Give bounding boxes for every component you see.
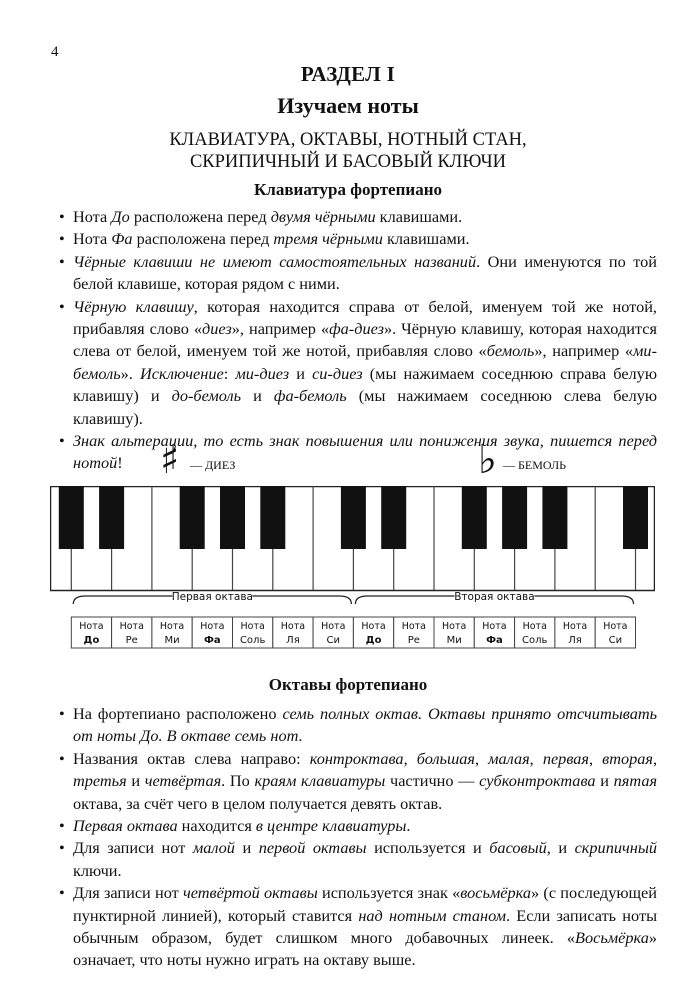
octave-label: Первая октава bbox=[171, 591, 253, 603]
bullet-item: • Знак альтерации, то есть знак повышения или понижения звука, пишется перед нотой! bbox=[59, 431, 657, 473]
note-prefix: Нота bbox=[119, 621, 144, 632]
note-name: Си bbox=[608, 635, 623, 646]
bullet-icon: • bbox=[59, 296, 65, 316]
black-key bbox=[260, 486, 285, 549]
octave-label: Вторая октава bbox=[454, 591, 535, 603]
note-name: Ми bbox=[164, 635, 180, 646]
black-key bbox=[542, 486, 567, 549]
note-name: Ре bbox=[407, 635, 420, 646]
note-name: Си bbox=[326, 635, 340, 646]
bullet-icon: • bbox=[59, 431, 65, 451]
black-key bbox=[502, 486, 527, 549]
note-prefix: Нота bbox=[361, 621, 386, 632]
subtitle bbox=[0, 129, 696, 173]
note-prefix: Нота bbox=[280, 621, 306, 632]
note-name: Соль bbox=[522, 635, 548, 646]
bullet-item: • Для записи нот четвёртой октавы используется знак «восьмёрка» (с последующей пунктирной линией), который ставится над нотным станом. Если записать ноты обычным образом, будет слишком много добавочных линеек. «Восьмёрка» означает, что ноты нужно играть на октаву выше. bbox=[59, 883, 658, 970]
bullet-item: • Первая октава находится в центре клавиатуры. bbox=[55, 815, 657, 837]
black-key bbox=[341, 486, 366, 549]
note-name: Ля bbox=[286, 635, 300, 646]
page-title: Изучаем ноты bbox=[277, 93, 419, 118]
black-key bbox=[381, 486, 406, 549]
note-name: До bbox=[83, 635, 100, 646]
black-key bbox=[220, 486, 245, 549]
bullet-icon: • bbox=[59, 838, 65, 858]
note-prefix: Нота bbox=[321, 621, 346, 632]
note-name: Соль bbox=[239, 635, 266, 646]
bullet-icon: • bbox=[59, 704, 65, 723]
black-key bbox=[99, 486, 124, 549]
note-name: Ре bbox=[125, 635, 138, 646]
section-octaves-title: Октавы фортепиано bbox=[268, 675, 428, 694]
bullet-icon: • bbox=[59, 229, 65, 249]
note-prefix: Нота bbox=[200, 621, 225, 632]
note-name: Фа bbox=[486, 635, 503, 646]
note-prefix: Нота bbox=[603, 621, 628, 632]
flat-label: — БЕМОЛЬ bbox=[503, 458, 566, 472]
note-prefix: Нота bbox=[159, 621, 185, 632]
bullet-icon: • bbox=[59, 251, 65, 271]
bullet-icon: • bbox=[59, 816, 65, 836]
page-number: 4 bbox=[51, 44, 59, 60]
note-name: Фа bbox=[204, 635, 221, 646]
bullet-item: • На фортепиано расположено семь полных октав. Октавы принято отсчитывать от ноты До. В октаве семь нот. bbox=[59, 704, 657, 746]
bullet-icon: • bbox=[59, 207, 65, 226]
black-key bbox=[623, 486, 648, 549]
note-name: До bbox=[365, 635, 382, 646]
bullet-item: • Нота Фа расположена перед тремя чёрными клавишами. bbox=[55, 228, 657, 250]
note-prefix: Нота bbox=[240, 621, 265, 632]
bullet-icon: • bbox=[59, 883, 65, 903]
black-key bbox=[59, 486, 84, 549]
note-prefix: Нота bbox=[522, 621, 547, 632]
bullet-item: • Для записи нот малой и первой октавы используется и басовый, и скрипичный ключи. bbox=[59, 838, 657, 880]
bullet-item: • Названия октав слева направо: контроктава, большая, малая, первая, вторая, третья и четвёртая. По краям клавиатуры частично — субконтроктава и пятая октава, за счёт чего в целом получается девять октав. bbox=[59, 748, 658, 813]
bullet-item: • Нота До расположена перед двумя чёрными клавишами. bbox=[55, 206, 657, 228]
keyboard-bullets bbox=[55, 206, 657, 475]
note-prefix: Нота bbox=[441, 621, 467, 632]
black-key bbox=[180, 486, 205, 549]
note-name: Ми bbox=[446, 635, 462, 646]
flat-symbol: ♭ bbox=[478, 437, 497, 483]
piano-keyboard-diagram bbox=[50, 486, 655, 650]
sharp-label: — ДИЕЗ bbox=[190, 458, 236, 472]
subtitle-line-1: КЛАВИАТУРА, ОКТАВЫ, НОТНЫЙ СТАН, bbox=[169, 130, 527, 150]
note-prefix: Нота bbox=[401, 621, 427, 632]
sharp-symbol: ♯ bbox=[160, 437, 180, 483]
note-name: Ля bbox=[568, 635, 582, 646]
bullet-item: • Чёрную клавишу, которая находится справа от белой, именуем той же нотой, прибавляя слово «диез», например «фа-диез». Чёрную клавишу, которая находится слева от белой, именуем той же нотой, прибавляя слово «бемоль», например «ми-бемоль». Исключение: ми-диез и си-диез (мы нажимаем соседнюю справа белую клавишу) и до-бемоль и фа-бемоль (мы нажимаем соседнюю слева белую клавишу). bbox=[59, 296, 658, 428]
subtitle-line-2: СКРИПИЧНЫЙ И БАСОВЫЙ КЛЮЧИ bbox=[189, 152, 507, 172]
section-heading: РАЗДЕЛ I bbox=[300, 62, 396, 86]
section-keyboard-title: Клавиатура фортепиано bbox=[253, 180, 442, 199]
note-prefix: Нота bbox=[562, 621, 588, 632]
note-prefix: Нота bbox=[482, 621, 507, 632]
note-prefix: Нота bbox=[79, 621, 104, 632]
black-key bbox=[462, 486, 487, 549]
octaves-bullets bbox=[55, 703, 657, 972]
bullet-icon: • bbox=[59, 748, 65, 768]
bullet-item: • Чёрные клавиши не имеют самостоятельных названий. Они именуются по той белой клавише, которая рядом с ними. bbox=[59, 251, 657, 294]
